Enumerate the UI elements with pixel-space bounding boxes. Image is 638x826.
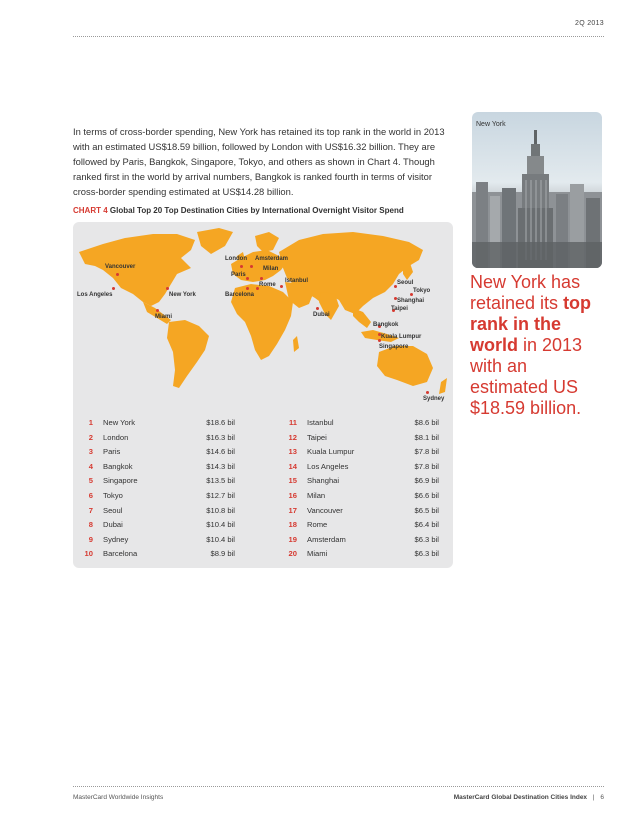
spend-value: $6.6 bil: [414, 491, 439, 500]
city-dot: [426, 391, 429, 394]
rank-number: 9: [88, 534, 93, 544]
city-label: Bangkok: [373, 322, 399, 328]
city-label: Shanghai: [397, 298, 425, 304]
ranking-row: [79, 535, 249, 549]
ranking-row: [283, 520, 453, 534]
spend-value: $7.8 bil: [414, 461, 439, 471]
city-name: Singapore: [103, 476, 138, 486]
city-label: Los Angeles: [77, 292, 113, 298]
city-label: Singapore: [379, 344, 409, 350]
city-label: New York: [169, 292, 196, 298]
rank-number: 5: [88, 476, 93, 486]
spend-value: $6.3 bil: [414, 534, 439, 544]
intro-paragraph: In terms of cross-border spending, New York has retained its top rank in the world in 2013 with an estimated US$18.59 billion, followed by London with US$16.32 billion. They are followed by Paris, Bangkok, Singapore, Tokyo, and others as shown in Chart 4. Though ranked first in the world by arrival numbers, Bangkok is ranked fourth in terms of visitor cross-border spending estimated at US$14.28 billion.: [73, 126, 445, 197]
city-name: Shanghai: [307, 476, 340, 486]
footer-report-title: MasterCard Global Destination Cities Index: [453, 794, 588, 801]
rank-number: 3: [88, 447, 93, 457]
city-name: Vancouver: [307, 505, 343, 515]
rank-number: 13: [288, 447, 297, 457]
footer-right: [454, 794, 604, 801]
city-name: Miami: [307, 549, 328, 559]
city-dot: [378, 339, 381, 342]
city-name: Sydney: [103, 534, 129, 544]
city-name: Los Angeles: [307, 461, 349, 471]
rank-number: 6: [88, 491, 93, 500]
rank-number: 20: [288, 549, 297, 559]
new-york-photo: [472, 112, 602, 268]
central-america-landmass: [143, 302, 171, 324]
city-dot: [156, 309, 159, 312]
ranking-row: [283, 476, 453, 490]
ranking-row: [79, 506, 249, 520]
city-name: Rome: [307, 520, 328, 530]
spend-value: $6.4 bil: [414, 520, 439, 530]
header-divider: [73, 36, 604, 37]
city-label: Miami: [155, 314, 173, 320]
city-name: London: [103, 432, 129, 442]
footer-separator: |: [592, 794, 595, 801]
chart-panel: [73, 222, 453, 568]
city-name: Istanbul: [307, 418, 334, 427]
ranking-row: [79, 476, 249, 490]
rank-number: 1: [88, 418, 93, 427]
ranking-row: [283, 447, 453, 461]
southeast-asia-landmass: [353, 308, 371, 328]
rank-number: 8: [88, 520, 93, 530]
city-name: New York: [103, 418, 136, 427]
footer-left: MasterCard Worldwide Insights: [73, 794, 164, 801]
city-label: Tokyo: [413, 288, 431, 294]
spend-value: $18.6 bil: [206, 418, 235, 427]
spend-value: $10.8 bil: [206, 505, 235, 515]
new-zealand-landmass: [439, 378, 447, 394]
spend-value: $7.8 bil: [414, 447, 439, 457]
city-name: Kuala Lumpur: [307, 447, 355, 457]
city-label: Dubai: [313, 312, 330, 318]
city-label: Istanbul: [285, 278, 309, 284]
page-number: 6: [600, 794, 604, 801]
ranking-row: [79, 520, 249, 534]
rank-number: 17: [288, 505, 297, 515]
spend-value: $14.6 bil: [206, 447, 235, 457]
rank-number: 7: [88, 505, 93, 515]
spend-value: $8.9 bil: [210, 549, 235, 559]
rank-number: 2: [88, 432, 93, 442]
header-date: 2Q 2013: [575, 20, 604, 27]
spend-value: $8.1 bil: [414, 432, 439, 442]
city-dot: [250, 265, 253, 268]
chart-title: [73, 206, 404, 215]
pull-quote-part1: New York has retained its: [470, 272, 581, 313]
madagascar-landmass: [293, 336, 299, 352]
rank-number: 16: [288, 491, 297, 500]
city-dot: [116, 273, 119, 276]
scandinavia-landmass: [255, 232, 279, 252]
spend-value: $6.9 bil: [414, 476, 439, 486]
city-label: Barcelona: [225, 292, 255, 298]
spend-value: $6.3 bil: [414, 549, 439, 559]
rank-number: 15: [288, 476, 297, 486]
spend-value: $10.4 bil: [206, 520, 235, 530]
city-dot: [240, 265, 243, 268]
city-name: Barcelona: [103, 549, 138, 559]
city-dot: [246, 287, 249, 290]
rank-number: 10: [84, 549, 93, 559]
photo-caption: New York: [476, 121, 506, 128]
ranking-row: [283, 491, 453, 505]
spend-value: $14.3 bil: [206, 461, 235, 471]
ranking-row: [79, 418, 249, 432]
spend-value: $16.3 bil: [206, 432, 235, 442]
ranking-row: [79, 462, 249, 476]
ranking-row: [283, 549, 453, 563]
city-label: Sydney: [423, 396, 445, 402]
rank-number: 12: [288, 432, 297, 442]
chart-label: CHART 4: [73, 206, 108, 215]
pull-quote-part3: in 2013 with an estimated US $18.59 billion.: [470, 335, 583, 418]
city-label: Milan: [263, 266, 279, 272]
rank-number: 14: [288, 461, 297, 471]
ranking-row: [283, 535, 453, 549]
ranking-row: [79, 549, 249, 563]
city-label: Rome: [259, 282, 276, 288]
city-name: Bangkok: [103, 461, 133, 471]
pull-quote: [470, 272, 610, 419]
city-dot: [166, 287, 169, 290]
city-dot: [280, 285, 283, 288]
rank-number: 4: [88, 461, 93, 471]
ranking-row: [283, 506, 453, 520]
pull-quote-emphasis: top rank in the world: [470, 293, 592, 355]
spend-value: $13.5 bil: [206, 476, 235, 486]
spend-value: $12.7 bil: [206, 491, 235, 500]
chart-title-text: Global Top 20 Top Destination Cities by International Overnight Visitor Spend: [109, 206, 404, 215]
city-dot: [260, 277, 263, 280]
city-label: Amsterdam: [255, 256, 289, 262]
city-dot: [112, 287, 115, 290]
city-label: Vancouver: [105, 264, 136, 270]
city-name: Dubai: [103, 520, 123, 530]
city-name: Taipei: [307, 432, 327, 442]
spend-value: $10.4 bil: [206, 534, 235, 544]
footer-divider: [73, 786, 604, 787]
city-label: London: [225, 256, 247, 262]
ranking-row: [283, 433, 453, 447]
rank-number: 11: [288, 418, 297, 427]
rank-number: 19: [288, 534, 297, 544]
city-label: Taipei: [391, 306, 408, 312]
ranking-row: [79, 433, 249, 447]
city-name: Paris: [103, 447, 121, 457]
city-name: Milan: [307, 491, 326, 500]
greenland-landmass: [197, 228, 233, 254]
city-dot: [316, 307, 319, 310]
ranking-row: [283, 418, 453, 432]
australia-landmass: [377, 346, 433, 386]
spend-value: $6.5 bil: [414, 505, 439, 515]
city-name: Tokyo: [103, 491, 123, 500]
city-name: Seoul: [103, 505, 123, 515]
rank-number: 18: [288, 520, 297, 530]
city-label: Seoul: [397, 280, 414, 286]
spend-value: $8.6 bil: [414, 418, 439, 427]
south-america-landmass: [167, 320, 209, 388]
city-label: Paris: [231, 272, 246, 278]
ranking-row: [79, 447, 249, 461]
ranking-row: [283, 462, 453, 476]
world-map: [73, 222, 453, 412]
city-name: Amsterdam: [307, 534, 346, 544]
ranking-row: [79, 491, 249, 505]
city-label: Kuala Lumpur: [381, 334, 422, 340]
